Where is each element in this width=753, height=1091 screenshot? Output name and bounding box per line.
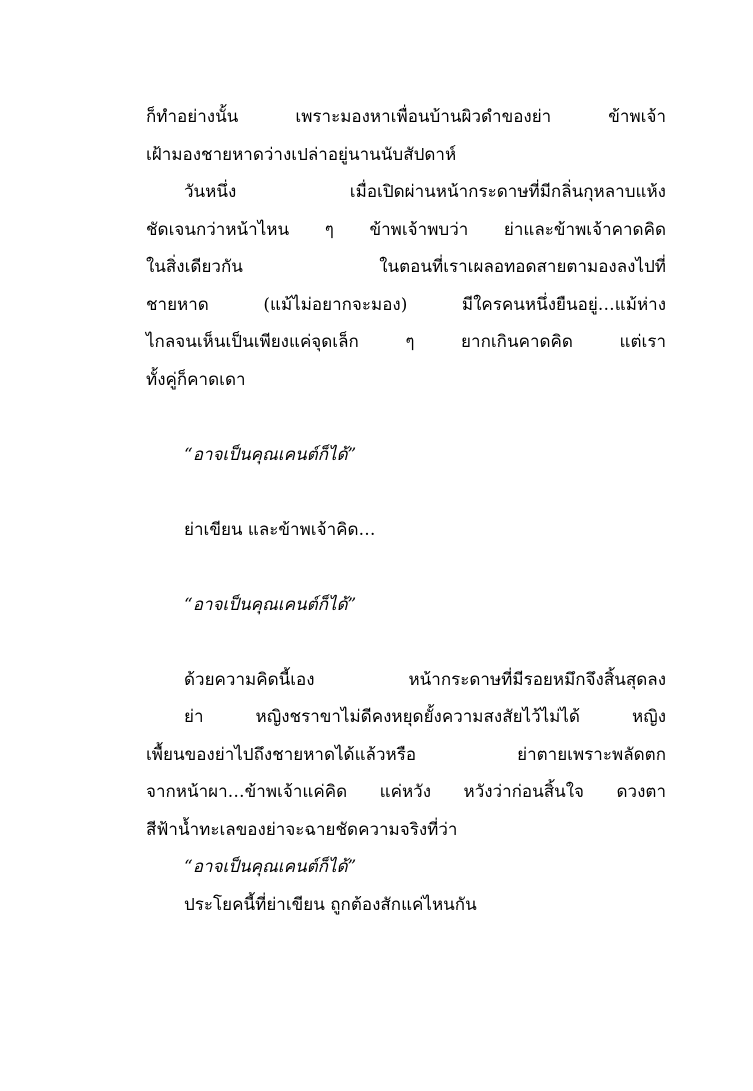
text-line: ย่าเขียน และข้าพเจ้าคิด…: [184, 520, 376, 540]
text-line: สีฟ้าน้ำทะเลของย่าจะฉายชัดความจริงที่ว่า: [146, 820, 458, 840]
paragraph-start: วันหนึ่ง เมื่อเปิดผ่านหน้ากระดาษที่มีกลิ่นกุหลาบแห้ง: [184, 182, 666, 202]
text-line: ประโยคนี้ที่ย่าเขียน ถูกต้องสักแค่ไหนกัน: [184, 895, 477, 915]
quote-line: “อาจเป็นคุณเคนต์ก็ได้”: [184, 595, 357, 615]
text-line: เพื้ยนของย่าไปถึงชายหาดได้แล้วหรือ ย่าตายเพราะพลัดตก: [146, 745, 666, 765]
text-line: ทั้งคู่ก็คาดเดา: [146, 370, 246, 390]
text-line: ในสิ่งเดียวกัน ในตอนที่เราเผลอทอดสายตามองลงไปที่: [146, 257, 666, 277]
text-line: ชัดเจนกว่าหน้าไหน ๆ ข้าพเจ้าพบว่า ย่าและข้าพเจ้าคาดคิด: [146, 220, 666, 240]
paragraph-start: ย่า หญิงชราขาไม่ดีคงหยุดยั้งความสงสัยไว้ไม่ได้ หญิง: [184, 707, 666, 727]
text-line: เฝ้ามองชายหาดว่างเปล่าอยู่นานนับสัปดาห์: [146, 145, 457, 165]
paragraph-start: ด้วยความคิดนี้เอง หน้ากระดาษที่มีรอยหมึกจึงสิ้นสุดลง: [184, 670, 666, 690]
quote-line: “อาจเป็นคุณเคนต์ก็ได้”: [184, 445, 357, 465]
text-line: ก็ทำอย่างนั้น เพราะมองหาเพื่อนบ้านผิวดำของย่า ข้าพเจ้า: [146, 107, 666, 127]
text-line: จากหน้าผา…ข้าพเจ้าแค่คิด แค่หวัง หวังว่าก่อนสิ้นใจ ดวงตา: [146, 782, 666, 802]
quote-line: “อาจเป็นคุณเคนต์ก็ได้”: [184, 857, 357, 877]
text-line: ชายหาด (แม้ไม่อยากจะมอง) มีใครคนหนึ่งยืนอยู่…แม้ห่าง: [146, 295, 666, 315]
text-line: ไกลจนเห็นเป็นเพียงแค่จุดเล็ก ๆ ยากเกินคาดคิด แต่เรา: [146, 332, 666, 352]
